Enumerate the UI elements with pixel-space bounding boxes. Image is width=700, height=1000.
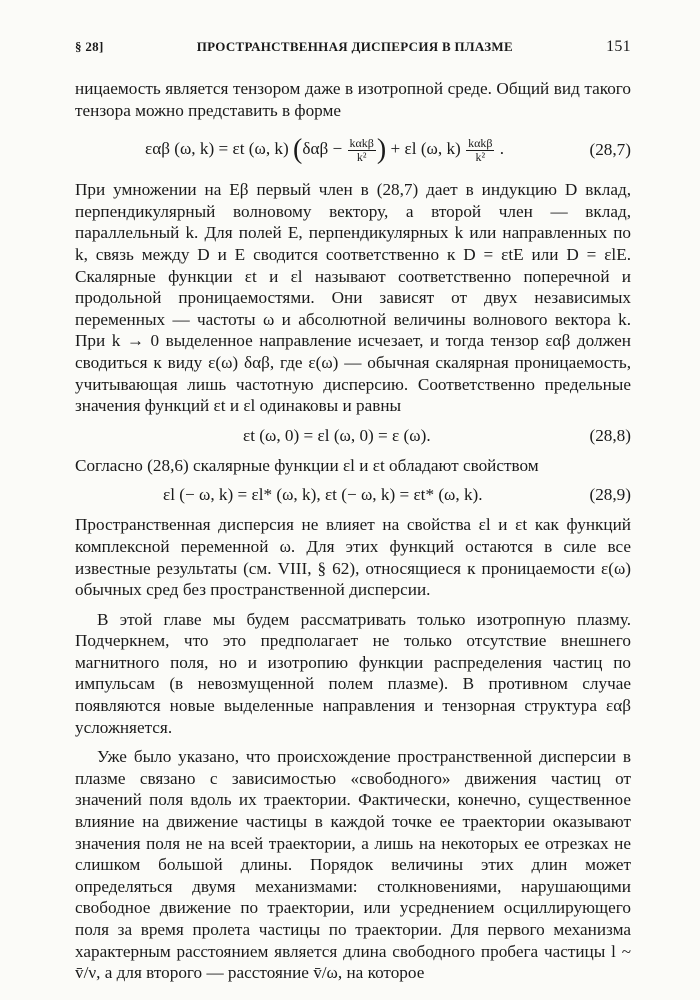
paragraph-4: Пространственная дисперсия не влияет на свойства εl и εt как функций комплексной переменной ω. Для этих функций остаются в силе все известные результаты (см. VIII, § 62), относящиеся к проницаемости ε(ω) обычных сред без пространственной дисперсии. — [75, 515, 631, 600]
paragraph-2: При умножении на Eβ первый член в (28,7) дает в индукцию D вклад, перпендикулярный волновому вектору, а второй член — вклад, параллельный k. Для полей E, перпендикулярных k или направленных по k, связь между D и E сводится соответственно к D = εtE или D = εlE. Скалярные функции εt и εl называют соответственно поперечной и продольной проницаемостями. Они зависят от двух независимых переменных — частоты ω и абсолютной величины волнового вектора k. При k → 0 выделенное направление исчезает, и тогда тензор εαβ должен сводиться к виду ε(ω) δαβ, где ε(ω) — обычная скалярная проницаемость, учитывающая лишь частотную дисперсию. Соответственно предельные значения функций εt и εl одинаковы и равны — [75, 180, 631, 416]
page-number: 151 — [606, 38, 631, 55]
equation-28-7 — [75, 121, 631, 179]
paragraph-3: Согласно (28,6) скалярные функции εl и εt обладают свойством — [75, 455, 539, 475]
equation-28-7-body — [145, 134, 504, 166]
running-header — [75, 38, 631, 60]
eq7-plus: + εl (ω, k) — [390, 139, 461, 159]
section-mark: § 28] — [75, 39, 104, 54]
equation-28-8-number: (28,8) — [589, 425, 631, 445]
eq7-paren-close: ) — [376, 134, 387, 166]
eq7-frac2-num: kαkβ — [468, 135, 493, 150]
eq7-frac1-den: k² — [356, 149, 367, 164]
eq7-fraction-1 — [348, 137, 376, 164]
equation-28-9-body: εl (− ω, k) = εl* (ω, k), εt (− ω, k) = εt* (ω, k). — [163, 485, 483, 505]
eq7-lhs: εαβ (ω, k) = εt (ω, k) — [145, 139, 289, 159]
running-title: ПРОСТРАНСТВЕННАЯ ДИСПЕРСИЯ В ПЛАЗМЕ — [196, 39, 513, 54]
equation-28-8-body: εt (ω, 0) = εl (ω, 0) = ε (ω). — [243, 425, 431, 445]
paragraph-1: ницаемость является тензором даже в изотропной среде. Общий вид такого тензора можно представить в форме — [75, 79, 631, 120]
paragraph-gap — [75, 601, 631, 609]
paragraph-6: Уже было указано, что происхождение пространственной дисперсии в плазме связано с зависимостью «свободного» движения частиц от значений поля вдоль их траектории. Фактически, конечно, существенное влияние на движение частицы в каждой точке ее траектории оказывают значения поля не на всей траектории, а лишь на некоторых ее отрезках не слишком большой длины. Порядок величины этих длин может определяться двумя механизмами: столкновениями, нарушающими свободное движение по траектории, или усреднением осциллирующего поля за время пролета частицы по траектории. Для первого механизма характерным расстоянием является длина свободного пробега частицы l ~ v̄/ν, а для второго — расстояние v̄/ω, на которое — [75, 747, 631, 983]
eq7-dot: . — [499, 139, 505, 159]
eq7-paren-open: ( — [293, 134, 303, 166]
equation-28-9-number: (28,9) — [589, 485, 631, 505]
equation-28-7-number: (28,7) — [589, 140, 631, 160]
book-page — [75, 38, 631, 984]
equation-28-9 — [75, 476, 631, 514]
paragraph-gap-2 — [75, 738, 631, 746]
eq7-delta: δαβ − — [302, 139, 343, 159]
eq7-frac1-num: kαkβ — [349, 135, 374, 150]
eq7-fraction-2 — [466, 137, 494, 164]
paragraph-5: В этой главе мы будем рассматривать только изотропную плазму. Подчеркнем, что это предполагает не только отсутствие внешнего магнитного поля, но и изотропию функции распределения частиц по импульсам (в невозмущенной полем плазме). В противном случае появляются новые выделенные направления и тензорная структура εαβ усложняется. — [75, 609, 631, 737]
eq7-frac2-den: k² — [475, 149, 486, 164]
equation-28-8 — [75, 417, 631, 455]
